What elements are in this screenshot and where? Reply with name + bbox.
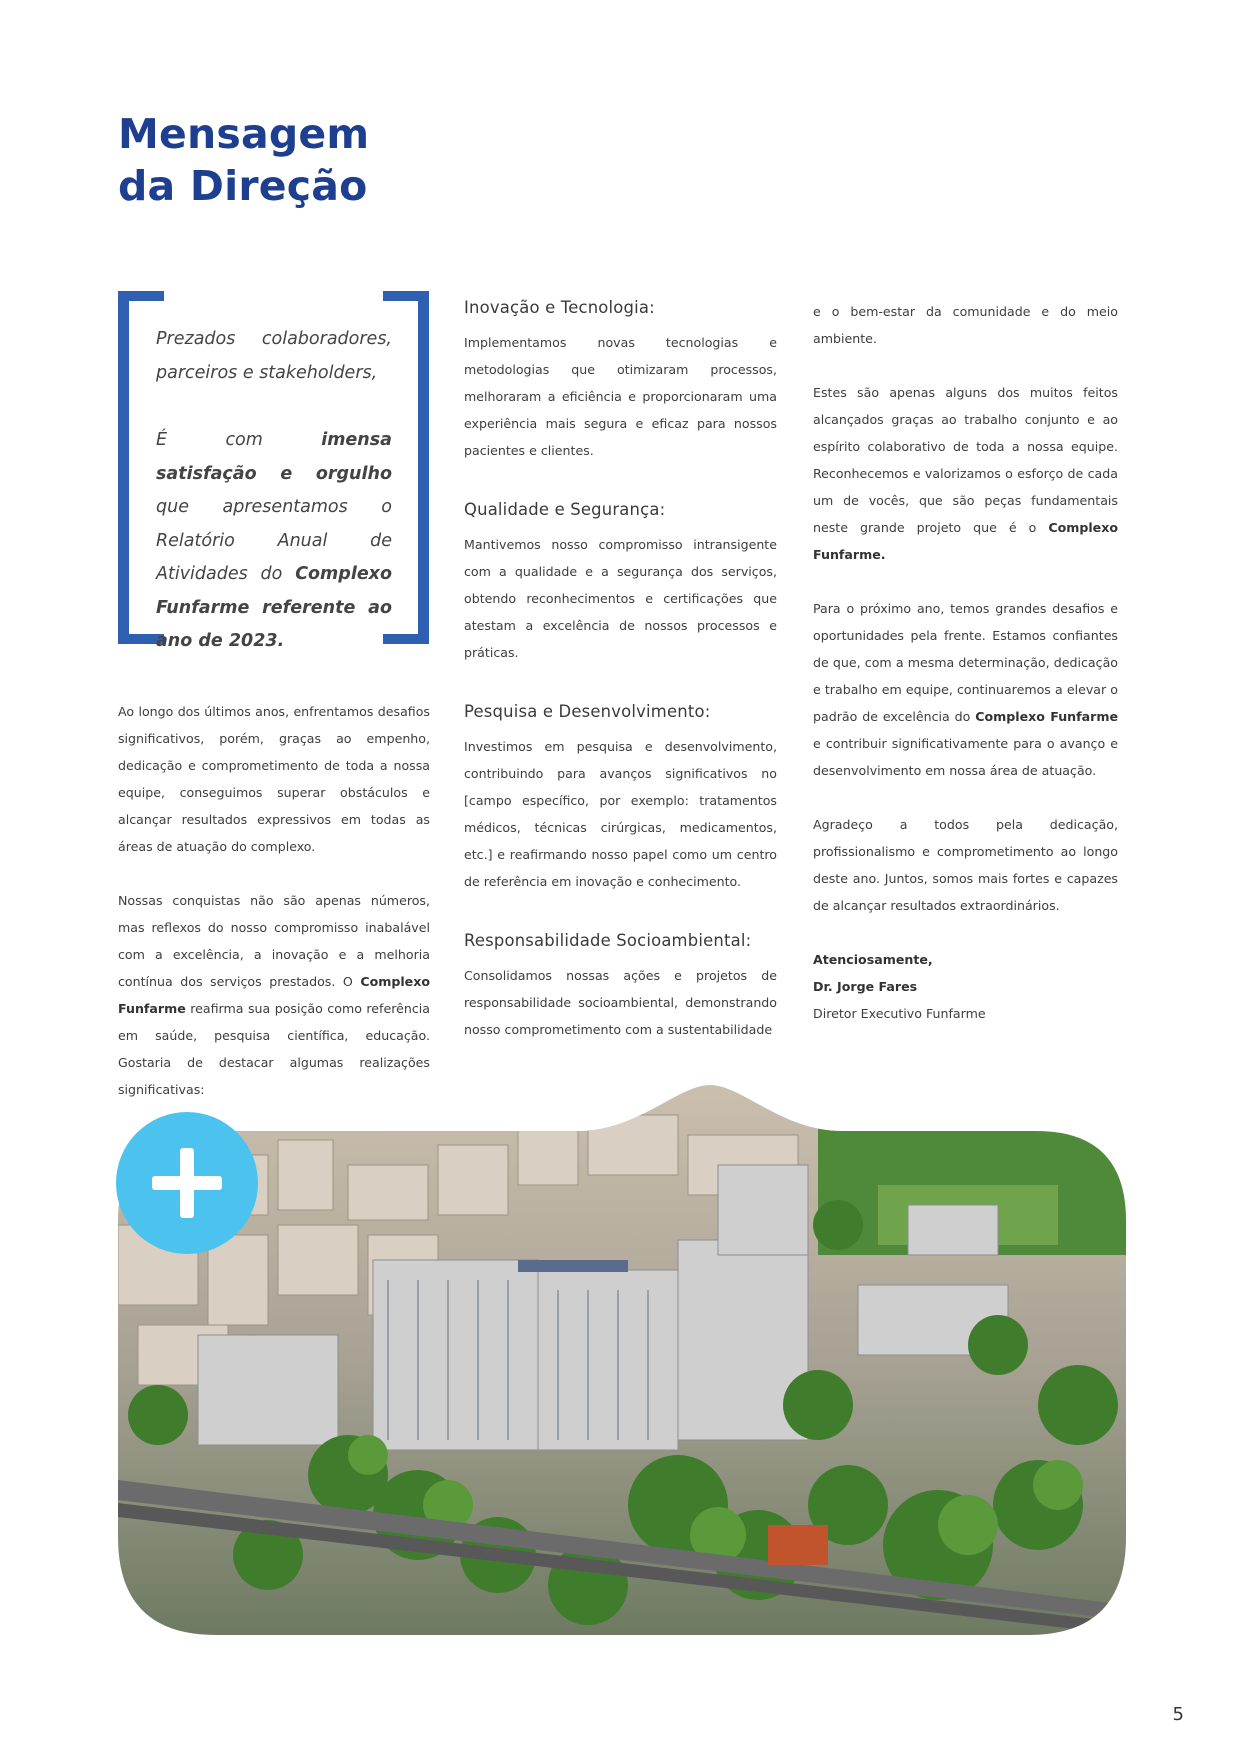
section-text: Investimos em pesquisa e desenvolvimento, contribuindo para avanços significativos no [campo específico, por exemplo: tratamentos médicos, técnicas cirúrgicas, medicamentos, etc.] e reafirmando nosso papel como um centro de referência em inovação e conhecimento. — [464, 739, 777, 889]
quote-body: É com imensa satisfação e orgulho que apresentamos o Relatório Anual de Atividades do Complexo Funfarme referente ao ano de 2023. — [156, 430, 392, 651]
signature-block — [813, 946, 1118, 1027]
left-column — [118, 698, 430, 1103]
right-bracket-top — [383, 291, 429, 301]
page-number: 5 — [1172, 1704, 1184, 1725]
title-line-1: Mensagem — [118, 110, 370, 158]
left-bracket-bar — [118, 291, 129, 644]
left-bracket-top — [118, 291, 164, 301]
achievements-paragraph: Nossas conquistas não são apenas números, mas reflexos do nosso compromisso inabalável com a excelência, a inovação e a melhoria contínua dos serviços prestados. O Complexo Funfarme reafirma sua posição como referência em saúde, pesquisa científica, educação. Gostaria de destacar algumas realizações significativas: — [118, 893, 430, 1097]
plus-icon — [116, 1112, 258, 1254]
bracket-quote — [118, 291, 430, 651]
quote-text — [156, 323, 392, 659]
page-title — [118, 108, 369, 212]
aerial-photo-image — [118, 1085, 1126, 1635]
middle-column — [464, 298, 777, 1043]
section-responsabilidade — [464, 931, 777, 1043]
section-text: Mantivemos nosso compromisso intransigente com a qualidade e a segurança dos serviços, obtendo reconhecimentos e certificações que atestam a excelência de nossos processos e práticas. — [464, 537, 777, 660]
right-column — [813, 298, 1118, 1027]
section-title: Qualidade e Segurança: — [464, 500, 666, 519]
section-title: Inovação e Tecnologia: — [464, 298, 655, 317]
teamwork-paragraph: Estes são apenas alguns dos muitos feitos alcançados graças ao trabalho conjunto e ao espírito colaborativo de toda a nossa equipe. Reconhecemos e valorizamos o esforço de cada um de vocês, que são peças fundamentais neste grande projeto que é o Complexo Funfarme. — [813, 385, 1118, 562]
section-title: Responsabilidade Socioambiental: — [464, 931, 752, 950]
section-text: Implementamos novas tecnologias e metodologias que otimizaram processos, melhoraram a eficiência e proporcionaram uma experiência mais segura e eficaz para nossos pacientes e clientes. — [464, 335, 777, 458]
intro-paragraph: Ao longo dos últimos anos, enfrentamos desafios significativos, porém, graças ao empenho, dedicação e comprometimento de toda a nossa equipe, conseguimos superar obstáculos e alcançar resultados expressivos em todas as áreas de atuação do complexo. — [118, 704, 430, 854]
right-bracket-bar — [418, 291, 429, 644]
signer-name: Dr. Jorge Fares — [813, 979, 918, 994]
section-inovacao — [464, 298, 777, 464]
signer-role: Diretor Executivo Funfarme — [813, 1006, 986, 1021]
section-title: Pesquisa e Desenvolvimento: — [464, 702, 711, 721]
section-text: Consolidamos nossas ações e projetos de responsabilidade socioambiental, demonstrando nosso comprometimento com a sustentabilidade — [464, 968, 777, 1037]
section-qualidade — [464, 500, 777, 666]
quote-greeting: Prezados colaboradores, parceiros e stakeholders, — [156, 329, 392, 383]
next-year-paragraph: Para o próximo ano, temos grandes desafios e oportunidades pela frente. Estamos confiantes de que, com a mesma determinação, dedicação e trabalho em equipe, continuaremos a elevar o padrão de excelência do Complexo Funfarme e contribuir significativamente para o avanço e desenvolvimento em nossa área de atuação. — [813, 601, 1118, 778]
continued-text: e o bem-estar da comunidade e do meio ambiente. — [813, 304, 1118, 346]
section-pesquisa — [464, 702, 777, 895]
aerial-photo — [118, 1085, 1126, 1635]
title-line-2: da Direção — [118, 162, 368, 210]
closing: Atenciosamente, — [813, 952, 933, 967]
thanks-paragraph: Agradeço a todos pela dedicação, profissionalismo e comprometimento ao longo deste ano. Juntos, somos mais fortes e capazes de alcançar resultados extraordinários. — [813, 817, 1118, 913]
